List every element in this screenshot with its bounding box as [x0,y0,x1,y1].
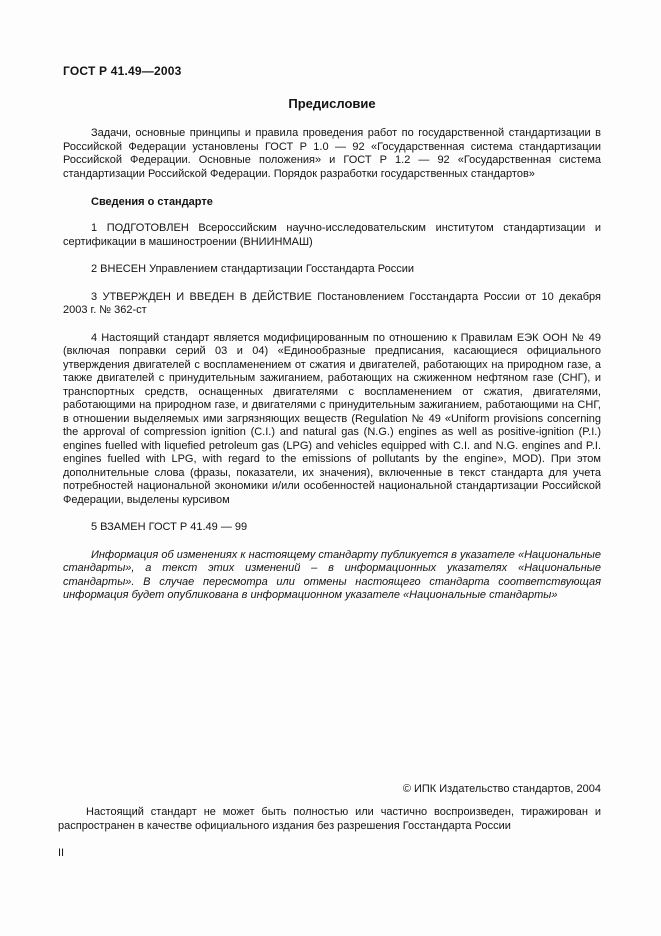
standard-item-1: 1 ПОДГОТОВЛЕН Всероссийским научно-исследовательским институтом стандартизации и сертификации в машиностроении (ВНИИНМАШ) [63,222,601,248]
info-note: Информация об изменениях к настоящему стандарту публикуется в указателе «Национальные стандарты», а текст этих изменений – в информационных указателях «Национальные стандарты». В случае пересмотра или отмены настоящего стандарта соответствующая информация будет опубликована в информационном указателе «Национальные стандарты» [63,548,601,601]
section-heading: Сведения о стандарте [91,196,213,208]
standard-item-2: 2 ВНЕСЕН Управлением стандартизации Госстандарта России [91,263,415,275]
standard-item-3: 3 УТВЕРЖДЕН И ВВЕДЕН В ДЕЙСТВИЕ Постановлением Госстандарта России от 10 декабря 2003 г. № 362-ст [63,290,601,316]
page-footer [58,783,601,859]
intro-paragraph: Задачи, основные принципы и правила проведения работ по государственной стандартизации в Российской Федерации установлены ГОСТ Р 1.0 — 92 «Государственная система стандартизации Российской Федерации. Основные положения» и ГОСТ Р 1.2 — 92 «Государственная система стандартизации Российской Федерации. Порядок разработки государственных стандартов» [63,127,601,180]
copyright-line: © ИПК Издательство стандартов, 2004 [402,783,601,795]
page-number: II [58,847,65,859]
page-title: Предисловие [288,96,376,111]
document-code: ГОСТ Р 41.49—2003 [63,64,182,78]
reproduction-note: Настоящий стандарт не может быть полностью или частично воспроизведен, тиражирован и распространен в качестве официального издания без разрешения Госстандарта России [58,806,601,832]
standard-item-4: 4 Настоящий стандарт является модифицированным по отношению к Правилам ЕЭК ООН № 49 (включая поправки серий 03 и 04) «Единообразные предписания, касающиеся официального утверждения двигателей с воспламенением от сжатия и двигателей, работающих на природном газе, а также двигателей с принудительным зажиганием, работающих на сжиженном нефтяном газе (СНГ), и транспортных средств, оснащенных двигателями с воспламенением от сжатия, двигателями, работающими на природном газе, и двигателями с принудительным зажиганием, работающими на СНГ, в отношении выделяемых ими загрязняющих веществ (Regulation № 49 «Uniform provisions concerning the approval of compression ignition (C.I.) and natural gas (N.G.) engines as well as positive-ignition (P.I.) engines fuelled with liquefied petroleum gas (LPG) and vehicles equipped with C.I. and N.G. engines and P.I. engines fuelled with LPG, with regard to the emissions of pollutants by the engine», MOD). При этом дополнительные слова (фразы, показатели, их значения), включенные в текст стандарта для учета потребностей национальной экономики и/или особенностей национальной стандартизации Российской Федерации, выделены курсивом [63,331,601,506]
standard-item-5: 5 ВЗАМЕН ГОСТ Р 41.49 — 99 [91,521,248,533]
